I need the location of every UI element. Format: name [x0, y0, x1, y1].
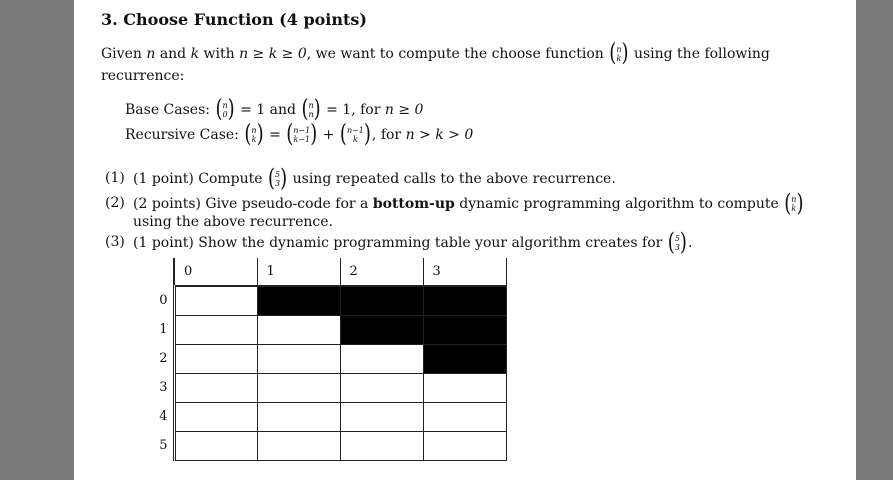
- table-row: [147, 431, 506, 460]
- item-text-part: .: [687, 235, 693, 251]
- item-text-part: (1 point) Show the dynamic programming table your algorithm creates for: [133, 235, 663, 251]
- row-header: 2: [147, 344, 174, 373]
- table-cell-shaded: [423, 286, 506, 315]
- intro-text: and: [159, 46, 187, 62]
- base-cases-line: [125, 95, 424, 124]
- table-cell-shaded: [423, 344, 506, 373]
- intro-line: [101, 39, 770, 68]
- item-text-part: dynamic programming algorithm to compute: [459, 196, 779, 212]
- table-row: [147, 286, 506, 315]
- item-2-continuation: using the above recurrence.: [133, 214, 333, 230]
- table-cell: [340, 402, 423, 431]
- recursive-condition: n > k > 0: [405, 127, 474, 143]
- item-1-text: [133, 164, 616, 193]
- column-header: 0: [174, 258, 257, 286]
- row-header: 0: [147, 286, 174, 315]
- base-label: Base Cases:: [125, 102, 210, 118]
- table-cell: [257, 402, 340, 431]
- table-cell-shaded: [340, 315, 423, 344]
- binom-n-0: ( n 0 ): [215, 95, 235, 124]
- var-n: n: [146, 46, 156, 62]
- recursive-text: , for: [371, 127, 402, 143]
- recursive-case-line: [125, 120, 474, 149]
- item-3-text: [133, 228, 693, 257]
- var-k: k: [190, 46, 200, 62]
- table-row: [147, 344, 506, 373]
- table-cell: [340, 344, 423, 373]
- table-row: [147, 373, 506, 402]
- binom-5-3: ( 5 3 ): [667, 228, 687, 257]
- binom-n-k: ( n k ): [609, 39, 629, 68]
- item-text-part: (1 point) Compute: [133, 171, 263, 187]
- intro-text: , we want to compute the choose function: [306, 46, 604, 62]
- intro-condition: n ≥ k ≥ 0: [239, 46, 307, 62]
- dp-table: [147, 258, 507, 461]
- equals-sign: =: [269, 127, 281, 143]
- binom-nm1-k: ( n−1 k ): [339, 120, 371, 149]
- table-cell-shaded: [423, 315, 506, 344]
- item-text-part: using repeated calls to the above recurrence.: [292, 171, 616, 187]
- intro-text: Given: [101, 46, 142, 62]
- plus-sign: +: [322, 127, 335, 143]
- item-2-text: [133, 189, 804, 218]
- table-header-row: [147, 258, 506, 286]
- binom-n-k: ( n k ): [784, 189, 804, 218]
- table-cell-shaded: [340, 286, 423, 315]
- table-cell: [174, 286, 257, 315]
- table-cell: [174, 373, 257, 402]
- base-text: = 1 and: [240, 102, 296, 118]
- table-row: [147, 402, 506, 431]
- table-cell: [174, 315, 257, 344]
- table-corner: [147, 258, 174, 286]
- table-cell: [174, 344, 257, 373]
- binom-nm1-km1: ( n−1 k−1 ): [286, 120, 318, 149]
- intro-text: with: [203, 46, 235, 62]
- table-row: [147, 315, 506, 344]
- table-cell: [257, 344, 340, 373]
- problem-title: 3. Choose Function (4 points): [101, 10, 367, 29]
- table-cell: [174, 431, 257, 460]
- intro-text: using the following: [633, 46, 770, 62]
- document-page: [74, 0, 856, 480]
- table-cell: [257, 373, 340, 402]
- binom-n-k: ( n k ): [244, 120, 264, 149]
- table-cell-shaded: [257, 286, 340, 315]
- column-header: 3: [423, 258, 506, 286]
- row-header: 4: [147, 402, 174, 431]
- intro-line-2: recurrence:: [101, 68, 185, 84]
- table-cell: [257, 431, 340, 460]
- table-cell: [423, 373, 506, 402]
- recursive-label: Recursive Case:: [125, 127, 239, 143]
- item-number: (3): [105, 234, 125, 250]
- row-header: 5: [147, 431, 174, 460]
- item-number: (1): [105, 170, 125, 186]
- table-cell: [174, 402, 257, 431]
- table-cell: [423, 402, 506, 431]
- table-cell: [423, 431, 506, 460]
- binom-n-n: ( n n ): [301, 95, 321, 124]
- item-number: (2): [105, 195, 125, 211]
- row-header: 1: [147, 315, 174, 344]
- table-cell: [340, 373, 423, 402]
- item-bold-term: bottom-up: [372, 196, 455, 212]
- column-header: 2: [340, 258, 423, 286]
- table-cell: [257, 315, 340, 344]
- column-header: 1: [257, 258, 340, 286]
- item-text-part: (2 points) Give pseudo-code for a: [133, 196, 369, 212]
- base-condition: n ≥ 0: [384, 102, 424, 118]
- table-cell: [340, 431, 423, 460]
- base-text: = 1, for: [326, 102, 381, 118]
- binom-5-3: ( 5 3 ): [268, 164, 288, 193]
- row-header: 3: [147, 373, 174, 402]
